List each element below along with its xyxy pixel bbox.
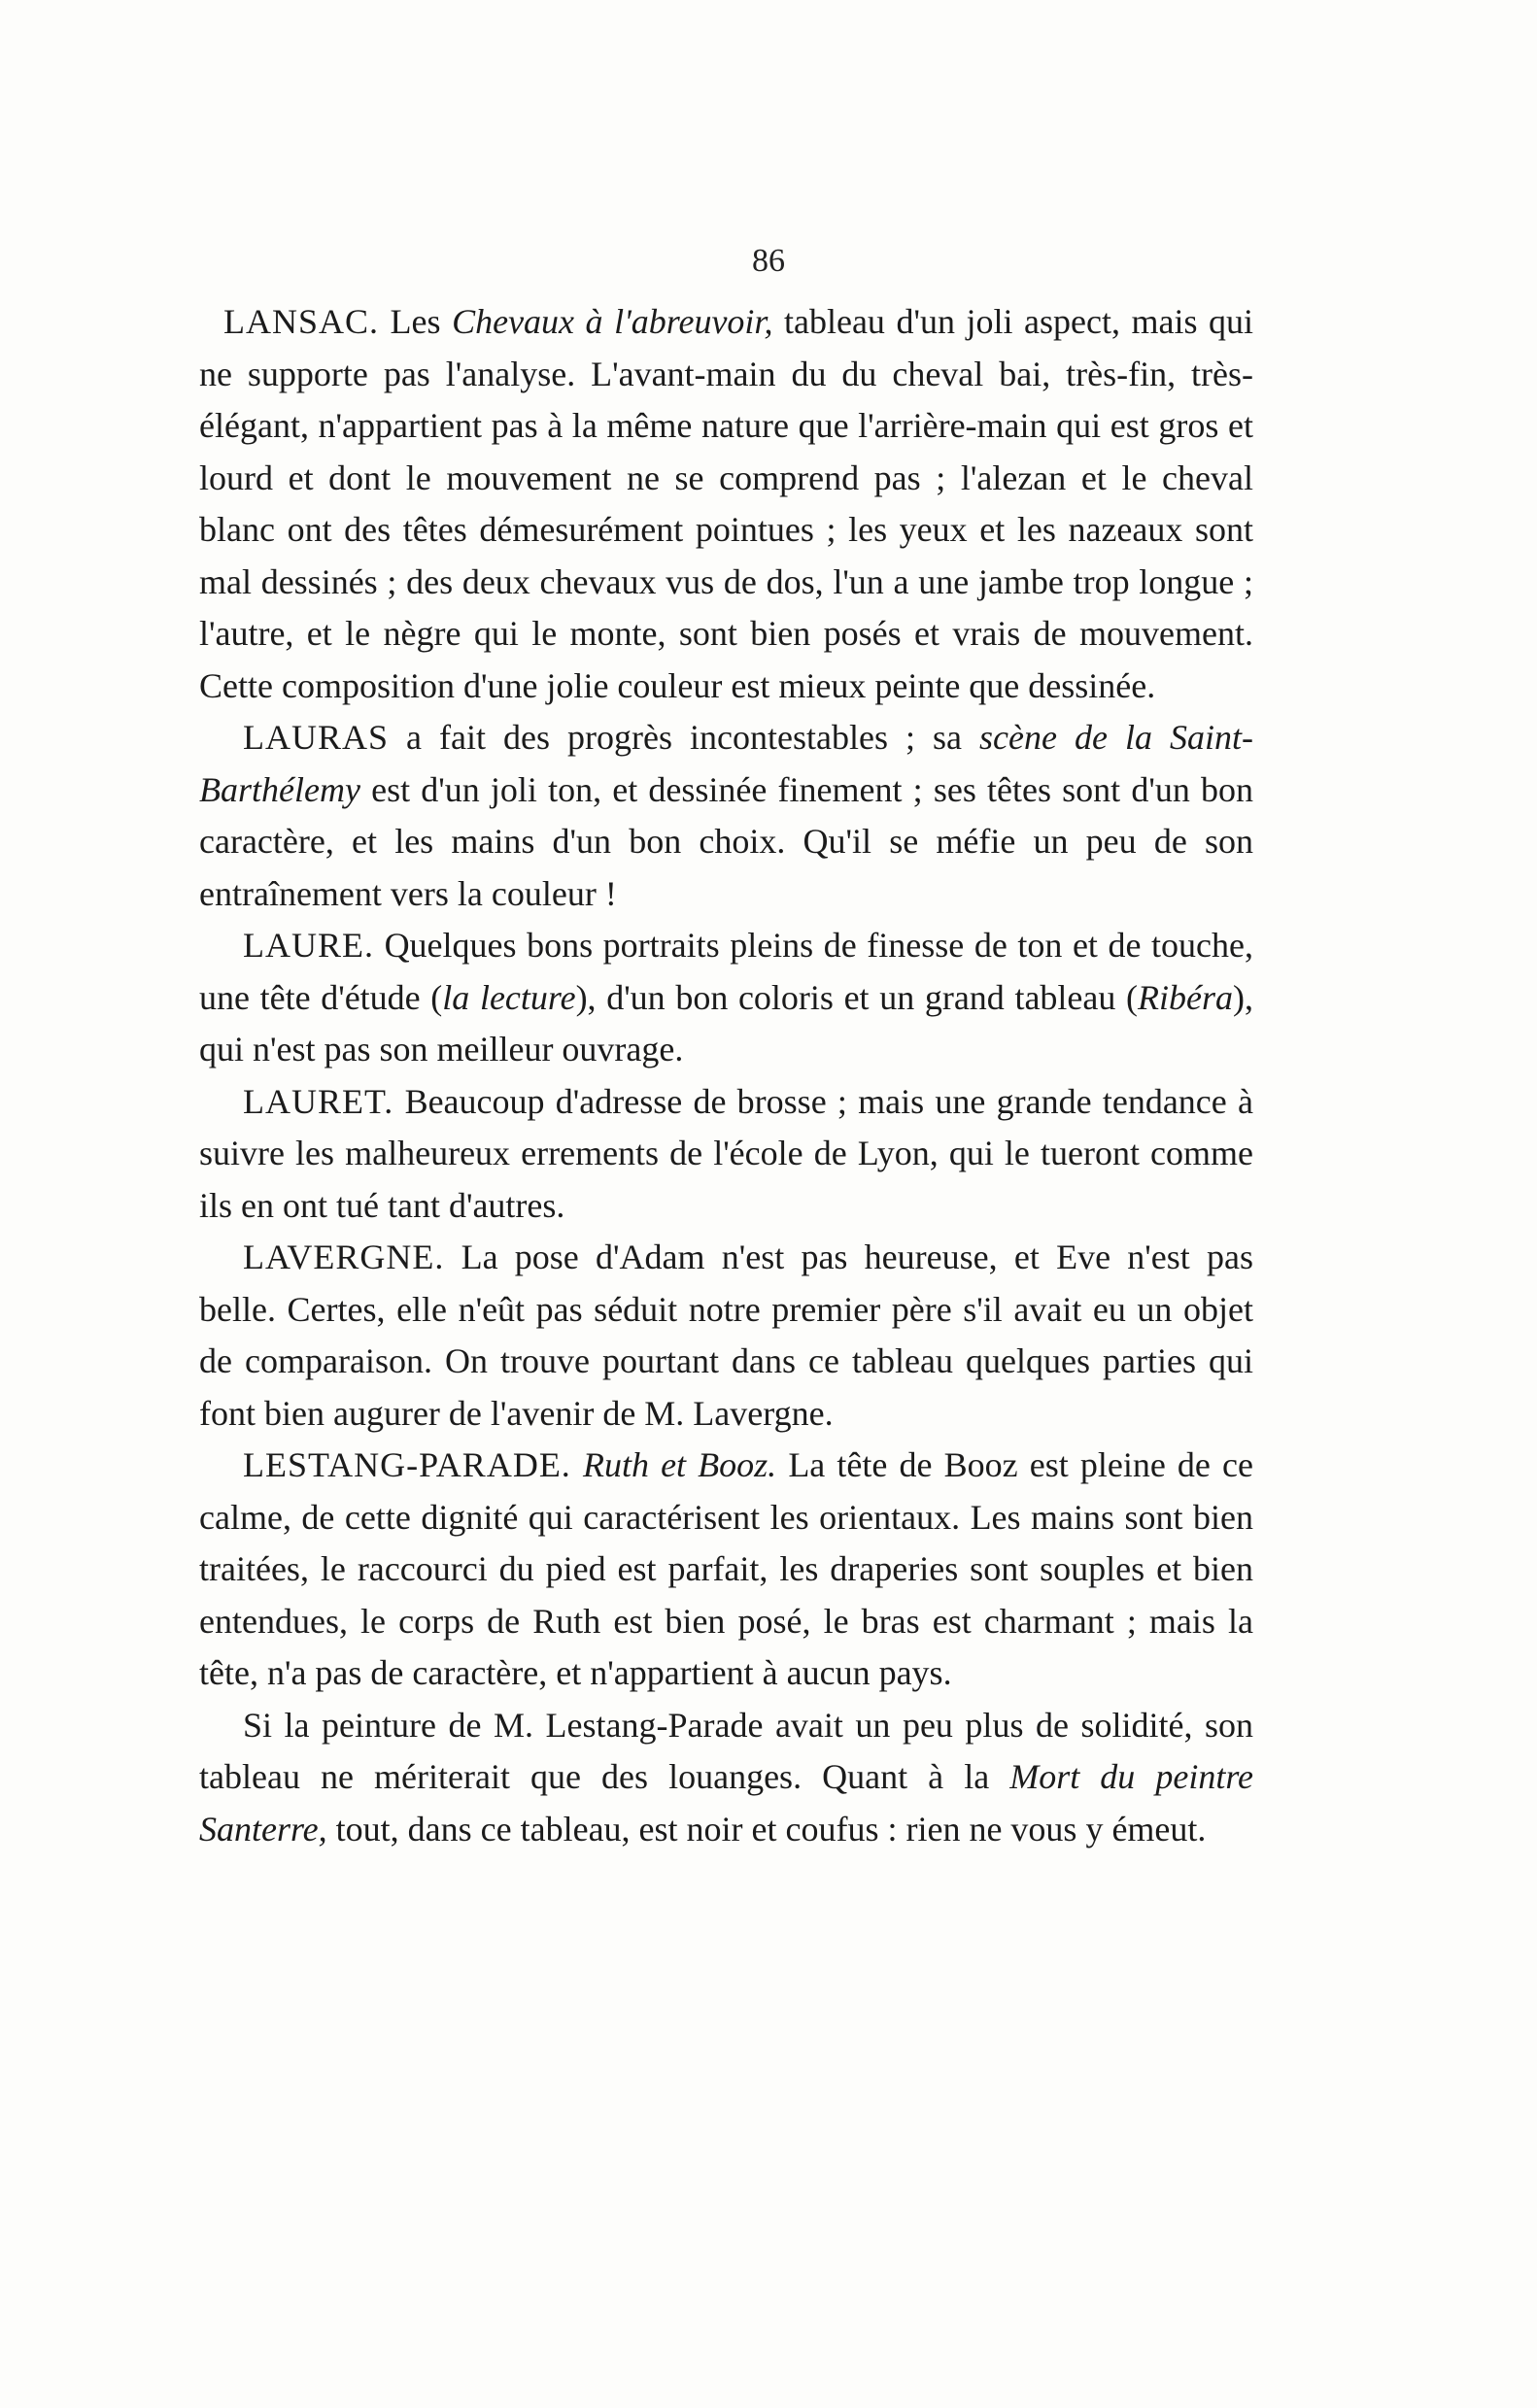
text-run: Beaucoup d'adresse de brosse ; mais une grande tendance à suivre les malheureux errements de l'école de Lyon, qui le tueront comme ils en ont tué tant d'autres. xyxy=(199,1081,1253,1225)
paragraph xyxy=(199,1700,1253,1856)
paragraph xyxy=(199,920,1253,1076)
italic-title: Chevaux à l'abreuvoir, xyxy=(452,302,773,341)
entry-name: LANSAC. xyxy=(223,302,380,341)
entry-name: LESTANG-PARADE. xyxy=(243,1445,571,1484)
text-run: ), d'un bon coloris et un grand tableau ( xyxy=(575,977,1139,1017)
paragraph xyxy=(199,1076,1253,1233)
text-run: tableau d'un joli aspect, mais qui ne supporte pas l'analyse. L'avant-main du du cheval bai, très-fin, très-élégant, n'appartient pas à la même nature que l'arrière-main qui est gros et lourd et dont le mouvement ne se comprend pas ; l'alezan et le cheval blanc ont des têtes démesurément pointues ; les yeux et les nazeaux sont mal dessinés ; des deux chevaux vus de dos, l'un a une jambe trop longue ; l'autre, et le nègre qui le monte, sont bien posés et vrais de mouvement. Cette composition d'une jolie couleur est mieux peinte que dessinée. xyxy=(199,302,1254,705)
text-run xyxy=(571,1445,583,1484)
text-run: La pose d'Adam n'est pas heureuse, et Eve n'est pas belle. Certes, elle n'eût pas séduit notre premier père s'il avait eu un objet de comparaison. On trouve pourtant dans ce tableau quelques parties qui font bien augurer de l'avenir de M. Lavergne. xyxy=(199,1238,1253,1433)
entry-name: LAURAS xyxy=(243,718,390,757)
paragraph xyxy=(199,1232,1253,1440)
italic-title: la lecture xyxy=(442,977,576,1017)
text-run: La tête de Booz est pleine de ce calme, de cette dignité qui caractérisent les orientaux. Les mains sont bien traitées, le raccourci du pied est parfait, les draperies sont souples et bien entendues, le corps de Ruth est bien posé, le bras est charmant ; mais la tête, n'a pas de caractère, et n'appartient à aucun pays. xyxy=(199,1445,1253,1692)
page-number: 86 xyxy=(752,243,785,279)
text-run: tout, dans ce tableau, est noir et coufus : rien ne vous y émeut. xyxy=(326,1809,1207,1848)
text-run: Si la peinture de M. Lestang-Parade avait un peu plus de solidité, son tableau ne mériterait que des louanges. Quant à la xyxy=(199,1705,1253,1796)
text-run: est d'un joli ton, et dessinée finement ; ses têtes sont d'un bon caractère, et les mains d'un bon choix. Qu'il se méfie un peu de son entraînement vers la couleur ! xyxy=(199,769,1253,913)
entry-name: LAVERGNE. xyxy=(243,1238,445,1276)
text-run: ), qui n'est pas son meilleur ouvrage. xyxy=(199,977,1253,1068)
italic-title: Ruth et Booz. xyxy=(582,1445,777,1484)
paragraph xyxy=(199,712,1253,920)
entry-name: LAURET. xyxy=(243,1081,394,1121)
text-run: Quelques bons portraits pleins de finesse de ton et de touche, une tête d'étude ( xyxy=(199,926,1253,1017)
paragraph xyxy=(199,1440,1253,1700)
paragraph xyxy=(199,296,1253,712)
italic-title: scène de la Saint-Barthélemy xyxy=(199,718,1253,809)
italic-title: Ribéra xyxy=(1138,977,1233,1017)
body-text xyxy=(199,296,1253,1855)
italic-title: Mort du peintre Santerre, xyxy=(199,1757,1254,1848)
text-run: a fait des progrès incontestables ; sa xyxy=(389,718,980,757)
text-run: Les xyxy=(379,302,453,341)
entry-name: LAURE. xyxy=(243,926,374,965)
